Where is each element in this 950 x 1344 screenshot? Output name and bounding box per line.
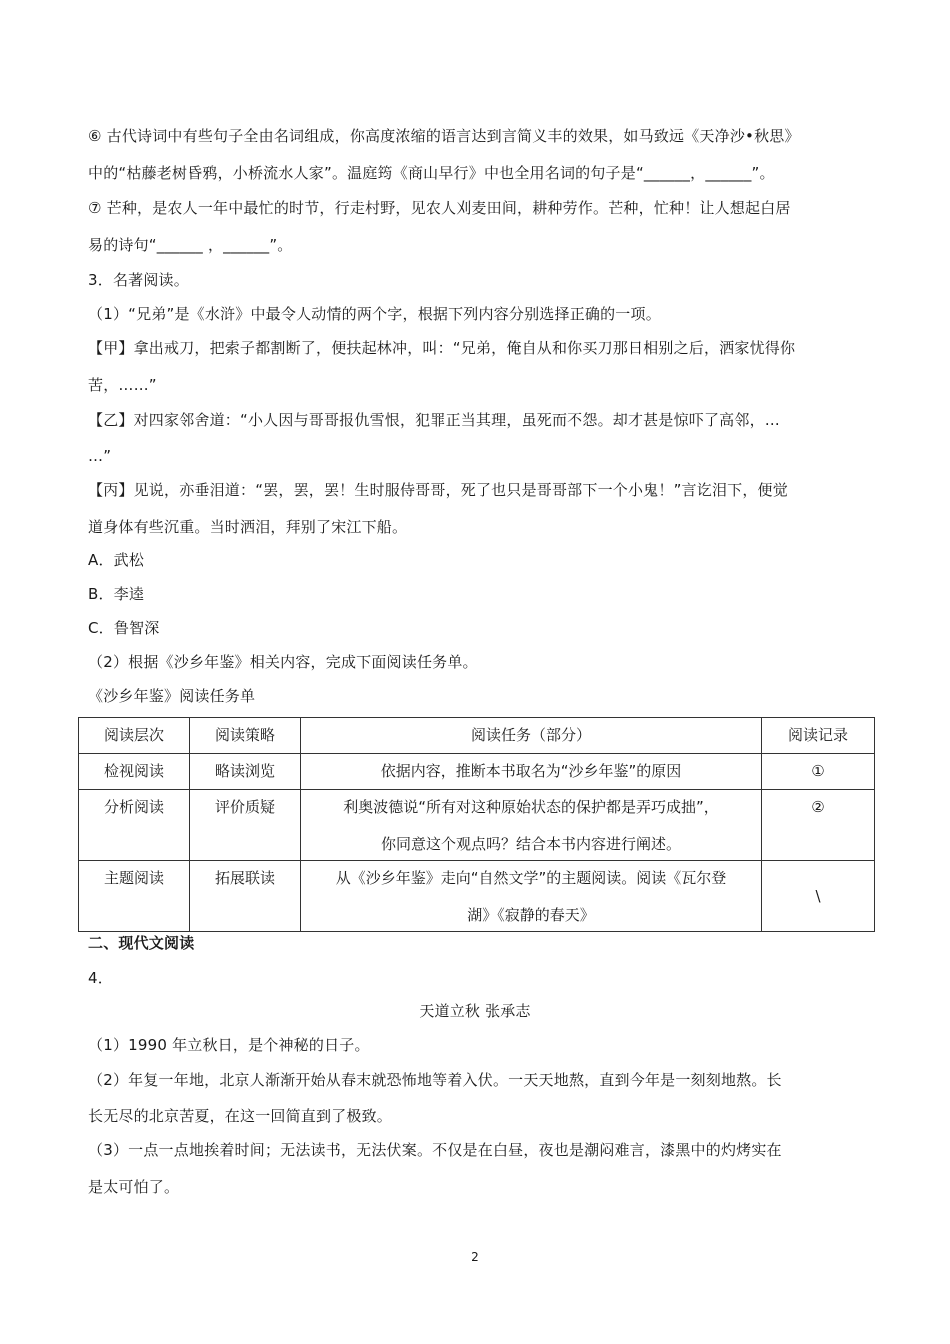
table-cell: 拓展联读: [190, 861, 301, 932]
text-line: 【乙】对四家邻舍道：“小人因与哥哥报仇雪恨，犯罪正当其理，虽死而不怨。却才甚是惊吓了高邻，…: [88, 411, 780, 429]
option-b: B．李逵: [88, 585, 145, 603]
table-cell: 评价质疑: [190, 790, 301, 861]
table-row: [79, 790, 875, 861]
text-line: …”: [88, 447, 112, 465]
table-header-cell: 阅读任务（部分）: [301, 718, 762, 754]
table-caption: 《沙乡年鉴》阅读任务单: [88, 687, 256, 705]
text-line: 【甲】拿出戒刀，把索子都割断了，便扶起林冲，叫：“兄弟，俺自从和你买刀那日相别之后，洒家忧得你: [88, 339, 796, 357]
question-3-heading: 3．名著阅读。: [88, 271, 189, 289]
table-row: [79, 754, 875, 790]
text-line: ⑦ 芒种，是农人一年中最忙的时节，行走村野，见农人刈麦田间，耕种劳作。芒种，忙种！让人想起白居: [88, 199, 791, 217]
paragraph-line: （3）一点一点地挨着时间；无法读书，无法伏案。不仅是在白昼，夜也是潮闷难言，漆黑中的灼烤实在: [88, 1141, 782, 1159]
text-line: 【丙】见说，亦垂泪道：“罢，罢，罢！生时服侍哥哥，死了也只是哥哥部下一个小鬼！”言讫泪下，便觉: [88, 481, 788, 499]
table-header-row: [79, 718, 875, 754]
table-cell: ②: [762, 790, 875, 861]
article-title: 天道立秋 张承志: [419, 1002, 531, 1020]
table-header-cell: 阅读策略: [190, 718, 301, 754]
table-cell: 依据内容，推断本书取名为“沙乡年鉴”的原因: [301, 754, 762, 790]
table-cell: ①: [762, 754, 875, 790]
table-header-cell: 阅读层次: [79, 718, 190, 754]
paragraph-line: 是太可怕了。: [88, 1178, 180, 1196]
table-cell: \: [762, 861, 875, 932]
table-cell: 从《沙乡年鉴》走向“自然文学”的主题阅读。阅读《瓦尔登 湖》《寂静的春天》: [301, 861, 762, 932]
paragraph-line: （1）1990 年立秋日，是个神秘的日子。: [88, 1036, 370, 1054]
table-cell: 略读浏览: [190, 754, 301, 790]
text-line: （2）根据《沙乡年鉴》相关内容，完成下面阅读任务单。: [88, 653, 478, 671]
text-line: （1）“兄弟”是《水浒》中最令人动情的两个字，根据下列内容分别选择正确的一项。: [88, 305, 661, 323]
page-number: 2: [471, 1250, 479, 1264]
table-cell: 利奥波德说“所有对这种原始状态的保护都是弄巧成拙”， 你同意这个观点吗？结合本书内容进行阐述。: [301, 790, 762, 861]
table-cell: 主题阅读: [79, 861, 190, 932]
paragraph-line: （2）年复一年地，北京人渐渐开始从春末就恐怖地等着入伏。一天天地熬，直到今年是一刻刻地熬。长: [88, 1071, 782, 1089]
reading-task-table: [78, 717, 875, 932]
question-4-number: 4．: [88, 969, 113, 987]
table-cell: 分析阅读: [79, 790, 190, 861]
section-heading: 二、现代文阅读: [88, 934, 195, 952]
text-line: 中的“枯藤老树昏鸦，小桥流水人家”。温庭筠《商山早行》中也全用名词的句子是“______，______”。: [88, 164, 775, 182]
option-a: A．武松: [88, 551, 145, 569]
paragraph-line: 长无尽的北京苦夏，在这一回简直到了极致。: [88, 1107, 393, 1125]
text-line: 苦，……”: [88, 376, 157, 394]
text-line: 易的诗句“______ ，______”。: [88, 236, 293, 254]
table-cell: 检视阅读: [79, 754, 190, 790]
text-line: ⑥ 古代诗词中有些句子全由名词组成，你高度浓缩的语言达到言简义丰的效果，如马致远《天净沙•秋思》: [88, 127, 800, 145]
option-c: C．鲁智深: [88, 619, 160, 637]
text-line: 道身体有些沉重。当时洒泪，拜别了宋江下船。: [88, 518, 408, 536]
table-header-cell: 阅读记录: [762, 718, 875, 754]
table-row: [79, 861, 875, 932]
